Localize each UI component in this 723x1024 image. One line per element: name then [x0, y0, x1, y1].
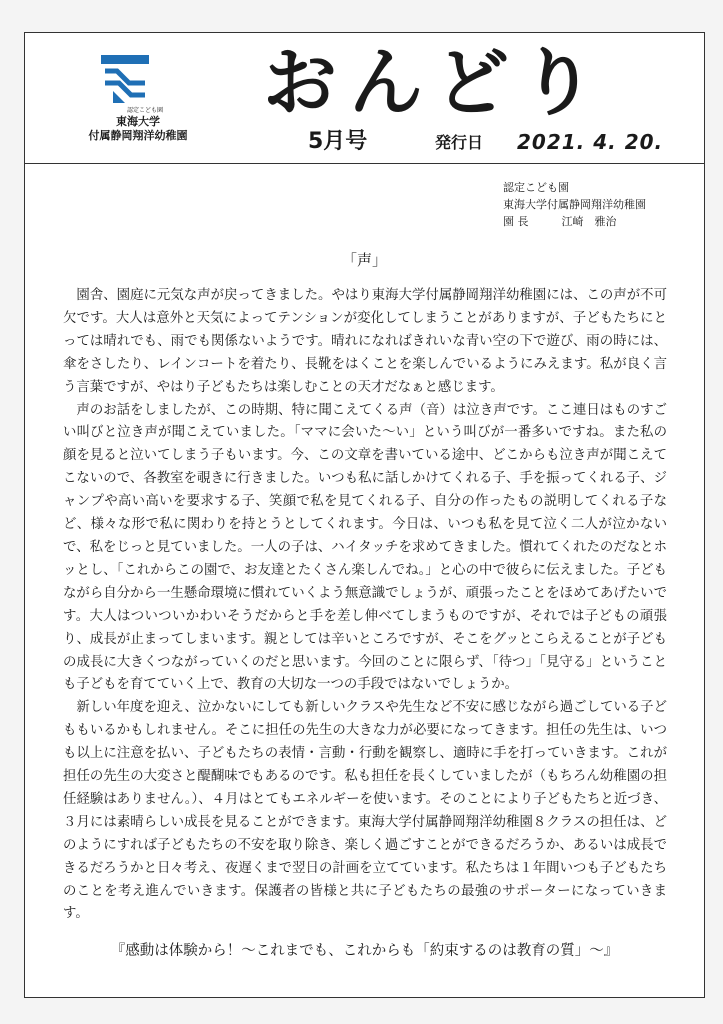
signature-line-2: 東海大学付属静岡翔洋幼稚園	[503, 198, 646, 211]
signature-block	[503, 179, 646, 230]
newsletter-title: おんどり	[263, 40, 607, 126]
article-paragraph: 新しい年度を迎え、泣かないにしても新しいクラスや先生など不安に感じながら過ごしている子どももいるかもしれません。そこに担任の先生の大きな力が必要になってきます。担任の先生は、いつも以上に注意を払い、子どもたちの表情・言動・行動を観察し、適時に手を打っていきます。これが担任の先生の大変さと醍醐味でもあるのです。私も担任を長くしていましたが（もちろん幼稚園の担任経験はありません。）、４月はとてもエネルギーを使います。そのことにより子どもたちと近づき、３月には素晴らしい成長を見ることができます。東海大学付属静岡翔洋幼稚園８クラスの担任は、どのようにすれば子どもたちの不安を取り除き、楽しく過ごすことができるだろうか、あるいは成長できるだろうかと日々考え、夜遅くまで翌日の計画を立てています。私たちは１年間いつも子どもたちのことを考え進んでいきます。保護者の皆様と共に子どもたちの最強のサポーターになっていきます。	[63, 700, 667, 922]
school-name-line1: 東海大学	[116, 115, 160, 128]
newsletter-header	[25, 33, 704, 164]
school-type-label: 認定こども園	[126, 107, 163, 114]
school-motto: 『感動は体験から！～これまでも、これからも「約束するのは教育の質」～』	[110, 943, 619, 959]
signature-line-3: 園 長 江崎 雅治	[503, 215, 617, 228]
issue-date-label: 発行日	[435, 133, 484, 152]
issue-date: 2021. 4. 20.	[517, 130, 664, 154]
newsletter-page	[24, 32, 705, 998]
school-logo-icon	[99, 53, 151, 105]
issue-label: 5月号	[308, 129, 368, 154]
school-name	[73, 115, 203, 143]
article-heading: 「声」	[341, 251, 387, 269]
signature-line-1: 認定こども園	[503, 181, 569, 194]
article-body	[63, 285, 667, 926]
article-paragraph: 声のお話をしましたが、この時期、特に聞こえてくる声（音）は泣き声です。ここ連日はものすごい叫びと泣き声が聞こえていました。「ママに会いた～い」という叫びが一番多いですね。また私の顔を見ると泣いてしまう子もいます。今、この文章を書いている途中、どこからも泣き声が聞こえてこないので、各教室を覗きに行きました。いつも私に話しかけてくれる子、手を振ってくれる子、ジャンプや高い高いを要求する子、笑顔で私を見てくれる子、自分の作ったもの説明してくれる子など、様々な形で私に関わりを持とうとしてくれます。今日は、いつも私を見て泣く二人が泣かないで、私をじっと見ていました。一人の子は、ハイタッチを求めてきました。慣れてくれたのだなとホッとし、「これからこの園で、お友達とたくさん楽しんでね。」と心の中で彼らに伝えました。子どもながら自分から一生懸命環境に慣れていくよう無意識でしょうが、頑張ったことをほめてあげたいです。大人はついついかわいそうだからと手を差し伸べてしまうものですが、それでは子どもの頑張り、成長が止まってしまいます。親としては辛いところですが、そこをグッとこらえることが子どもの成長に大きくつながっていくのだと思います。今回のことに限らず、「待つ」「見守る」ということも子どもを育てていく上で、教育の大切な一つの手段ではないでしょうか。	[63, 402, 667, 693]
school-name-line2: 付属静岡翔洋幼稚園	[88, 129, 188, 142]
article-paragraph: 園舎、園庭に元気な声が戻ってきました。やはり東海大学付属静岡翔洋幼稚園には、この声が不可欠です。大人は意外と天気によってテンションが変化してしまうことがありますが、子どもたちにとっては晴れでも、雨でも関係ないようです。晴れになればきれいな青い空の下で遊び、雨の時には、傘をさしたり、レインコートを着たり、長靴をはくことを楽しんでいるようにみえます。私が良く言う言葉ですが、やはり子どもたちは楽しむことの天才だなぁと感じます。	[63, 288, 667, 395]
